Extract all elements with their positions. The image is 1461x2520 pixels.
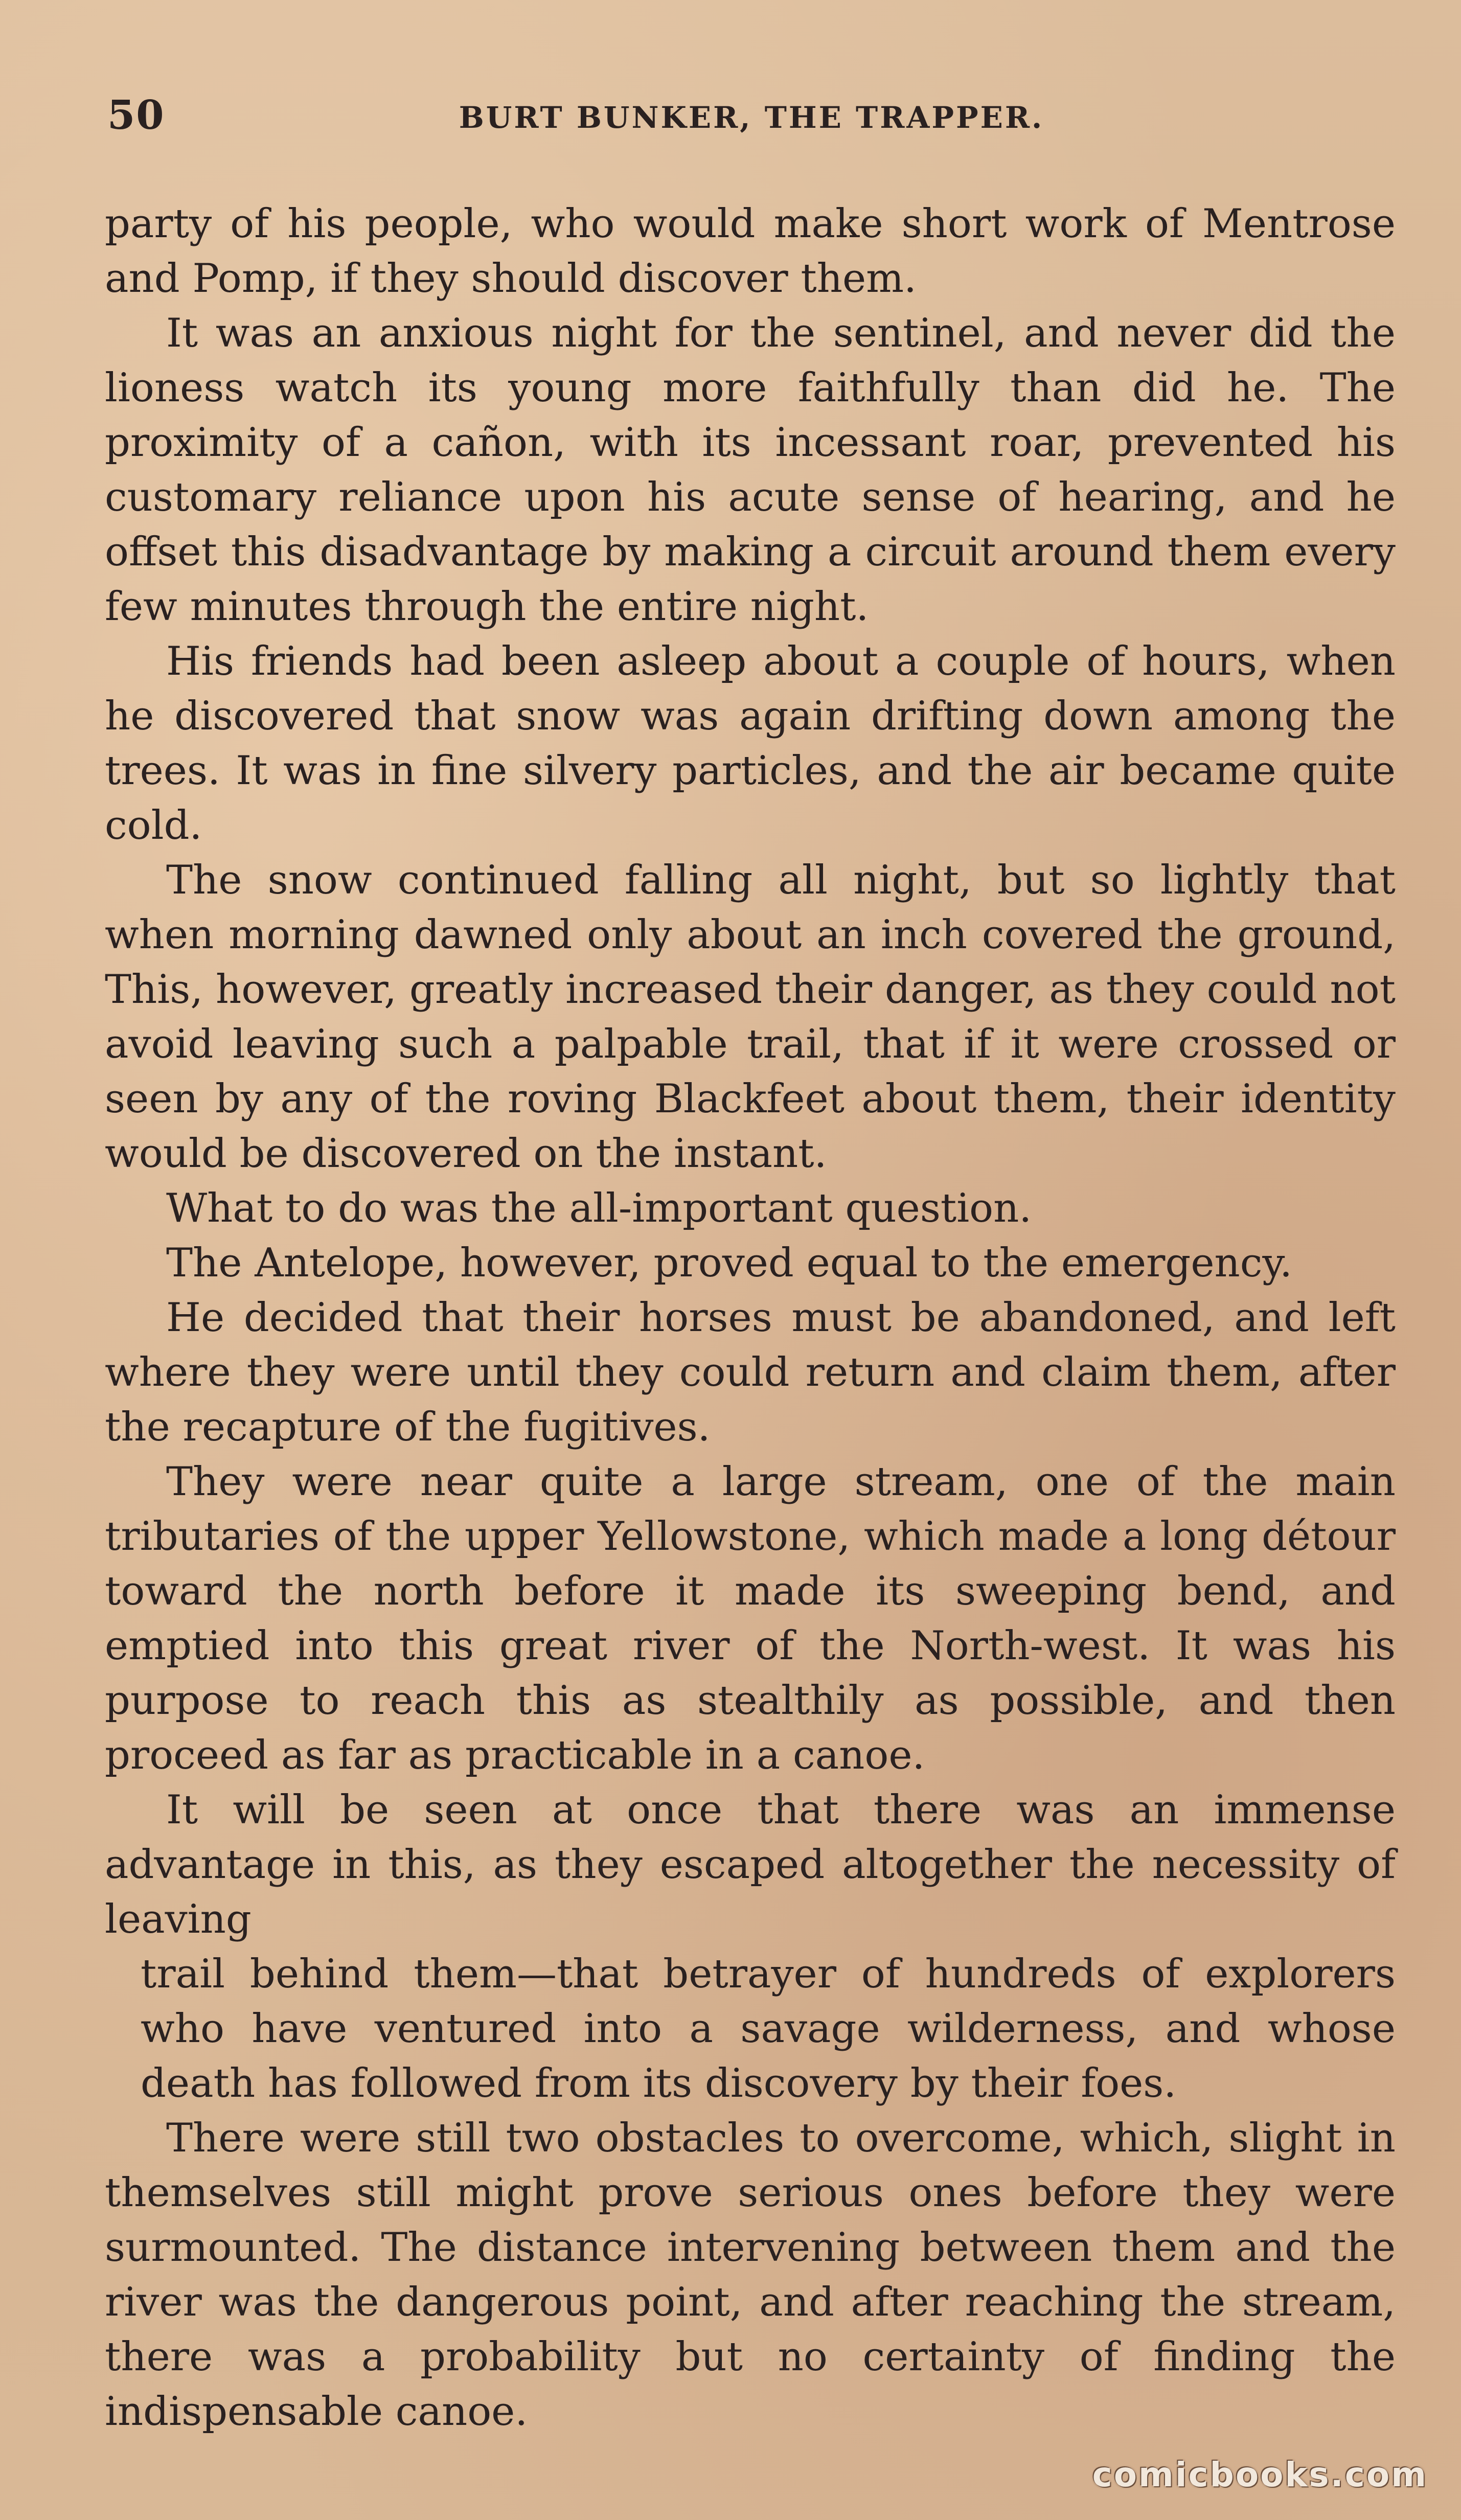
paragraph: His friends had been asleep about a couple of hours, when he discovered that snow was again drifting down among the trees. It was in fine silvery particles, and the air became quite cold. [105, 638, 1396, 849]
paragraph: There were still two obstacles to overcome, which, slight in themselves still might prove serious ones before they were surmounted. The distance intervening between them and the river was the dangerous point, and after reaching the stream, there was a probability but no certainty of finding the indispensable canoe. [105, 2115, 1396, 2435]
paragraph: He decided that their horses must be abandoned, and left where they were until they could return and claim them, after the recapture of the fugitives. [105, 1295, 1396, 1450]
paragraph: It will be seen at once that there was an immense advantage in this, as they escaped altogether the necessity of leaving [105, 1787, 1396, 1942]
paragraph: trail behind them—that betrayer of hundreds of explorers who have ventured into a savage wilderness, and whose death has followed from its discovery by their foes. [141, 1951, 1396, 2106]
page-header [107, 92, 1396, 148]
page-number: 50 [107, 92, 165, 139]
paragraph: The snow continued falling all night, but so lightly that when morning dawned only about an inch covered the ground, This, however, greatly increased their danger, as they could not avoid leaving such a palpable trail, that if it were crossed or seen by any of the roving Blackfeet about them, their identity would be discovered on the instant. [105, 857, 1396, 1177]
paragraph: They were near quite a large stream, one of the main tributaries of the upper Yellowstone, which made a long détour toward the north before it made its sweeping bend, and emptied into this great river of the North-west. It was his purpose to reach this as stealthily as possible, and then proceed as far as practicable in a canoe. [105, 1459, 1396, 1778]
paragraph: It was an anxious night for the sentinel, and never did the lioness watch its young more faithfully than did he. The proximity of a cañon, with its incessant roar, prevented his customary reliance upon his acute sense of hearing, and he offset this disadvantage by making a circuit around them every few minutes through the entire night. [105, 310, 1396, 630]
watermark: comicbooks.com [1092, 2455, 1428, 2494]
paragraph: party of his people, who would make short work of Mentrose and Pomp, if they should discover them. [105, 201, 1396, 302]
paragraph: What to do was the all-important question. [166, 1185, 1032, 1231]
paragraph: The Antelope, however, proved equal to the emergency. [166, 1240, 1292, 1286]
running-title: BURT BUNKER, THE TRAPPER. [459, 100, 1044, 135]
body-text [105, 197, 1396, 2439]
